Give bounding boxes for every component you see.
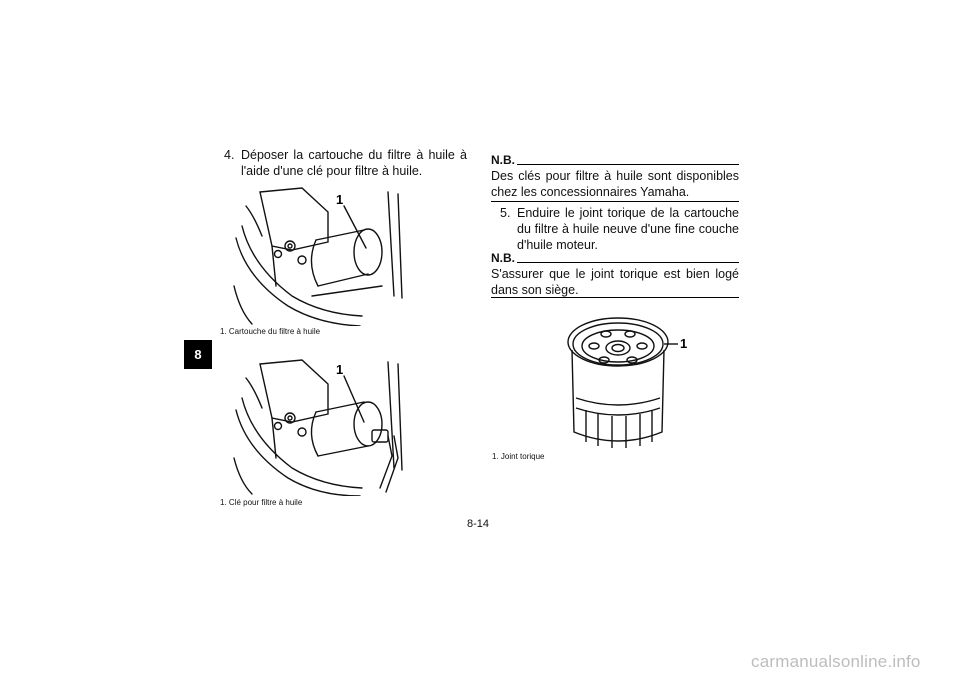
- note-1-bottom-rule: [491, 201, 739, 202]
- o-ring-cartridge-illustration: [556, 306, 706, 451]
- watermark: carmanualsonline.info: [751, 652, 921, 671]
- note-2-heading: [491, 251, 739, 265]
- oil-filter-wrench-illustration: [232, 356, 412, 496]
- oil-filter-cartridge-illustration: [232, 186, 412, 326]
- step-5: [500, 205, 739, 253]
- step-5-number: 5.: [500, 206, 511, 220]
- note-1-label: N.B.: [491, 153, 515, 167]
- note-2-label: N.B.: [491, 251, 515, 265]
- step-4: [224, 147, 467, 179]
- chapter-tab: 8: [184, 340, 212, 369]
- note-2-text: S'assurer que le joint torique est bien logé dans son siège.: [491, 267, 739, 297]
- figure-1-caption: 1. Cartouche du filtre à huile: [220, 327, 321, 336]
- figure-3-caption: 1. Joint torique: [492, 452, 545, 461]
- figure-2-callout: 1: [336, 362, 344, 377]
- figure-1-callout: 1: [336, 192, 344, 207]
- figure-2-caption: 1. Clé pour filtre à huile: [220, 498, 303, 507]
- step-4-text: Déposer la cartouche du filtre à huile à l'aide d'une clé pour filtre à huile.: [241, 148, 467, 178]
- note-1-text: Des clés pour filtre à huile sont disponibles chez les concessionnaires Yamaha.: [491, 169, 739, 199]
- note-1-rule: [517, 164, 739, 165]
- note-2-rule: [517, 262, 739, 263]
- figure-3-callout: 1: [680, 336, 688, 351]
- step-4-number: 4.: [224, 148, 235, 162]
- note-1-heading: [491, 153, 739, 167]
- page-number: 8-14: [467, 518, 490, 530]
- step-5-text: Enduire le joint torique de la cartouche du filtre à huile neuve d'une fine couche d'huile moteur.: [517, 206, 739, 252]
- note-2-bottom-rule: [491, 297, 739, 298]
